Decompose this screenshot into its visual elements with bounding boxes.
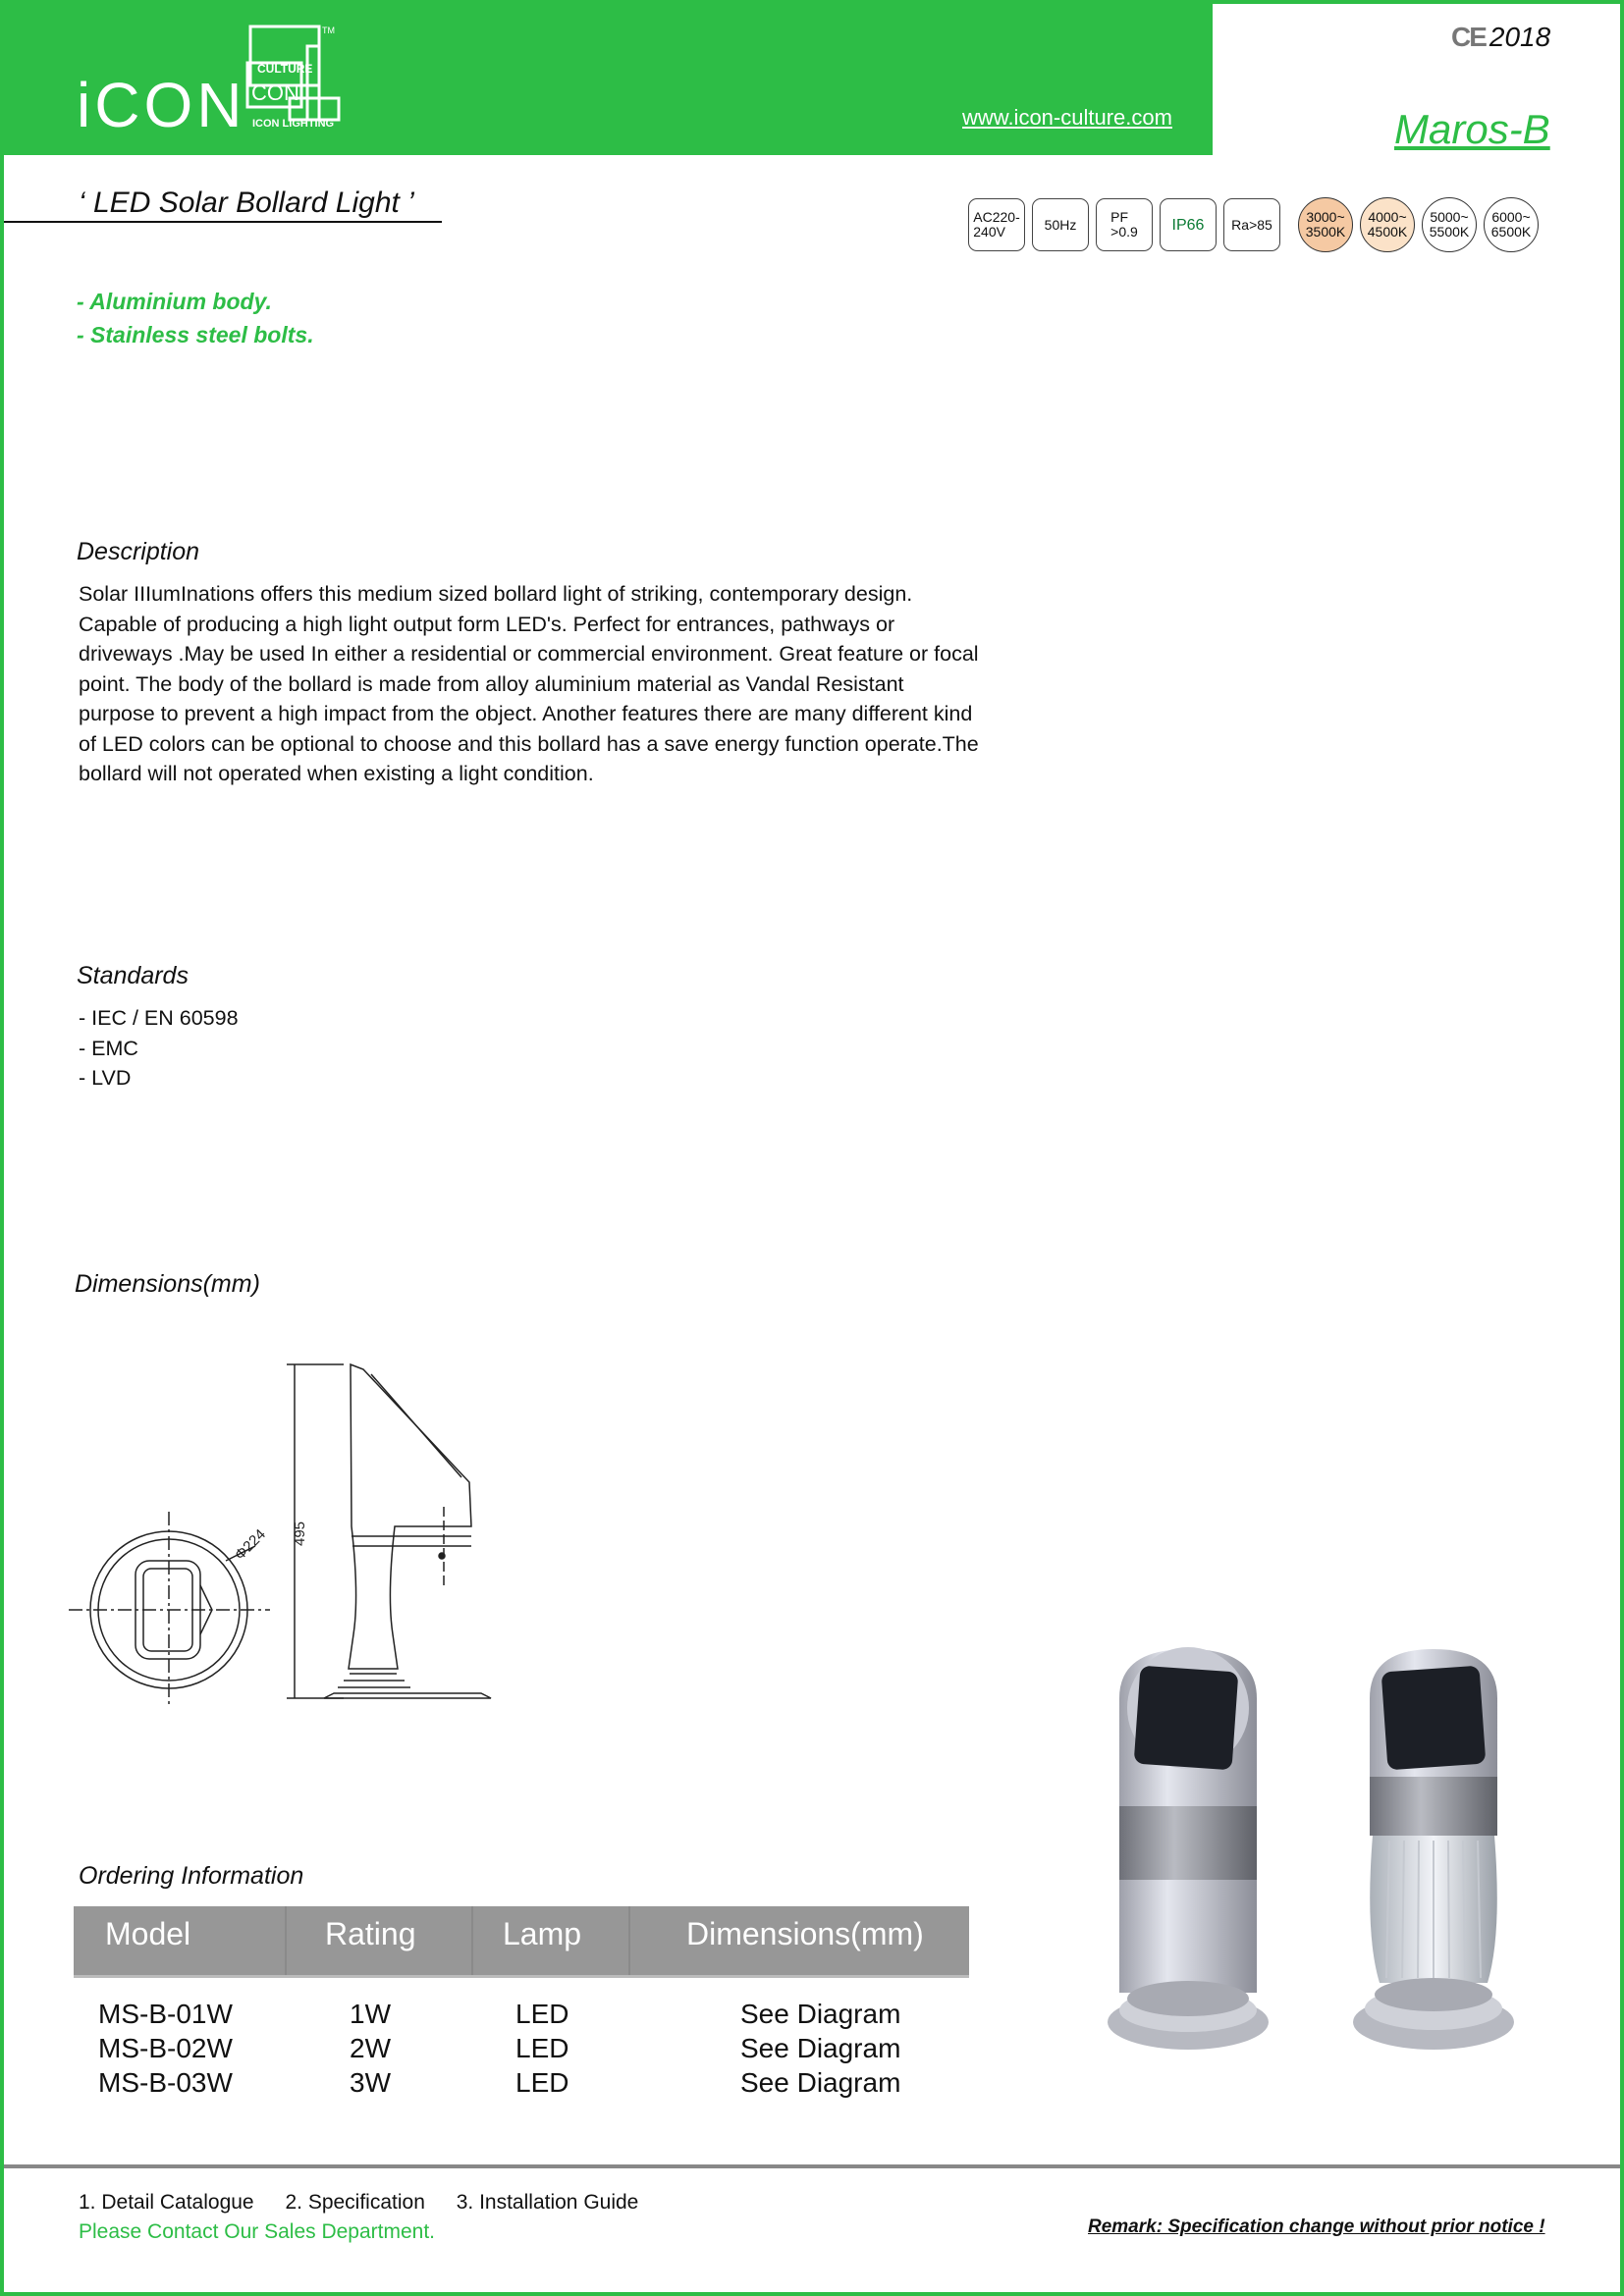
ip-rating-badge: IP66 xyxy=(1160,198,1217,251)
contact-note: Please Contact Our Sales Department. xyxy=(79,2220,436,2243)
logo-tm: TM xyxy=(322,26,335,35)
product-photo xyxy=(1090,1639,1561,2110)
height-label: 495 xyxy=(292,1521,308,1546)
description-heading: Description xyxy=(77,538,200,565)
ce-mark-icon: CE xyxy=(1451,22,1486,52)
cell-dimensions: See Diagram xyxy=(740,2067,901,2098)
bollard-right-illustration xyxy=(1353,1649,1514,2050)
spec-badges xyxy=(968,197,1539,252)
ref-installation-guide: 3. Installation Guide xyxy=(456,2191,639,2214)
cell-lamp: LED xyxy=(515,1999,569,2029)
cell-dimensions: See Diagram xyxy=(740,2033,901,2063)
logo-subtitle: ICON LIGHTING xyxy=(252,118,335,130)
column-header-lamp: Lamp xyxy=(503,1916,582,1951)
standards-list xyxy=(79,1003,239,1094)
cell-lamp: LED xyxy=(515,2033,569,2063)
logo-mark-top-text: CULTURE xyxy=(257,62,313,76)
dimension-diagram xyxy=(59,1350,511,1723)
ce-year xyxy=(1451,22,1550,53)
document-references xyxy=(79,2191,664,2215)
cell-dimensions: See Diagram xyxy=(740,1999,901,2029)
frequency-badge: 50Hz xyxy=(1032,198,1089,251)
ordering-table-header xyxy=(74,1906,969,1978)
cri-badge: Ra>85 xyxy=(1223,198,1280,251)
cell-rating: 2W xyxy=(350,2033,391,2063)
ref-detail-catalogue: 1. Detail Catalogue xyxy=(79,2191,254,2214)
diameter-label: Φ224 xyxy=(231,1525,269,1564)
year: 2018 xyxy=(1489,22,1551,52)
cct-3000-badge: 3000~ 3500K xyxy=(1298,197,1353,252)
column-header-model: Model xyxy=(105,1916,191,1951)
logo-mark-mid-text: CON xyxy=(251,80,299,105)
cell-model: MS-B-03W xyxy=(98,2067,233,2098)
cct-5000-badge: 5000~ 5500K xyxy=(1422,197,1477,252)
ref-specification: 2. Specification xyxy=(285,2191,425,2214)
cct-4000-badge: 4000~ 4500K xyxy=(1360,197,1415,252)
power-factor-badge: PF >0.9 xyxy=(1096,198,1153,251)
top-view-drawing xyxy=(69,1512,270,1708)
remark-note: Remark: Specification change without prior notice ! xyxy=(1088,2216,1545,2237)
cell-lamp: LED xyxy=(515,2067,569,2098)
product-title: ‘ LED Solar Bollard Light ’ xyxy=(79,187,414,219)
standard-item: - LVD xyxy=(79,1066,132,1090)
standards-heading: Standards xyxy=(77,962,189,989)
model-name: Maros-B xyxy=(1394,106,1550,152)
column-header-dimensions: Dimensions(mm) xyxy=(686,1916,924,1951)
standard-item: - EMC xyxy=(79,1036,138,1060)
standard-item: - IEC / EN 60598 xyxy=(79,1006,239,1030)
cell-model: MS-B-02W xyxy=(98,2033,233,2063)
website-link[interactable]: www.icon-culture.com xyxy=(962,105,1172,130)
cell-rating: 3W xyxy=(350,2067,391,2098)
column-divider xyxy=(285,1906,287,1975)
column-divider xyxy=(471,1906,473,1975)
cell-rating: 1W xyxy=(350,1999,391,2029)
description-text: Solar IIIumInations offers this medium sized bollard light of striking, contemporary design. Capable of producing a high light output form LED's. Perfect for entrances, pathways or driveways .May be used In either a residential or commercial environment. Great feature or focal point. The body of the bollard is made from alloy aluminium material as Vandal Resistant purpose to prevent a high impact from the object. Another features there are many different kind of LED colors can be optional to choose and this bollard has a save energy function operate.The bollard will not operated when existing a light condition. xyxy=(79,582,979,785)
dimensions-heading: Dimensions(mm) xyxy=(75,1270,260,1298)
logo-mark-icon xyxy=(245,22,344,130)
column-divider xyxy=(628,1906,630,1975)
voltage-badge: AC220- 240V xyxy=(968,198,1025,251)
column-header-rating: Rating xyxy=(325,1916,416,1951)
side-view-drawing xyxy=(287,1364,491,1698)
feature-item: - Aluminium body. xyxy=(77,289,272,314)
ordering-heading: Ordering Information xyxy=(79,1862,304,1890)
header-band xyxy=(0,0,1213,155)
feature-item: - Stainless steel bolts. xyxy=(77,322,314,347)
bollard-left-illustration xyxy=(1108,1647,1269,2050)
title-underline xyxy=(4,221,442,223)
cct-6000-badge: 6000~ 6500K xyxy=(1484,197,1539,252)
logo-wordmark: iCON xyxy=(77,70,246,140)
cell-model: MS-B-01W xyxy=(98,1999,233,2029)
feature-list xyxy=(77,285,314,351)
footer-divider xyxy=(4,2164,1620,2168)
